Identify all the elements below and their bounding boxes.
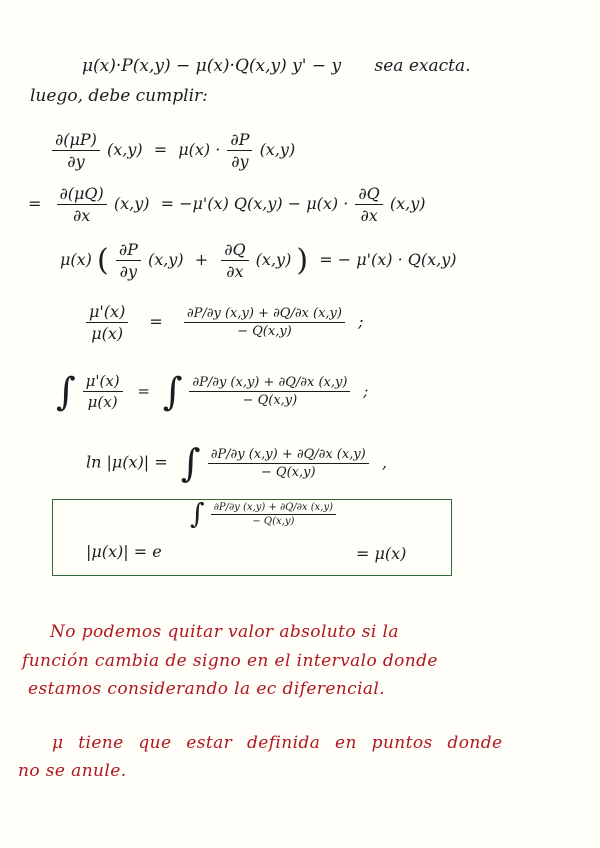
eq5-den: − Q(x,y) — [242, 393, 298, 408]
eq5-equals: = — [137, 381, 150, 400]
eq1-rhs-num: ∂P — [227, 130, 252, 151]
eq4-l-num: μ'(x) — [86, 302, 128, 323]
eq2-den: ∂x — [72, 206, 91, 225]
eq6-lhs: ln |μ(x)| = — [86, 452, 168, 472]
eq5-end: ; — [363, 381, 369, 400]
integral-sign: ∫ — [162, 369, 183, 414]
note-1-line-1: No podemos quitar valor absoluto si la — [50, 622, 399, 642]
eq3-close-paren: ) — [296, 243, 309, 278]
eq3-rhs: = − μ'(x) · Q(x,y) — [319, 250, 457, 269]
eq3-q-den: ∂x — [226, 262, 244, 281]
integral-sign: ∫ — [190, 497, 205, 530]
eq-line-1 — [82, 56, 471, 76]
eq4-num: ∂P/∂y (x,y) + ∂Q/∂x (x,y) — [184, 306, 345, 323]
note-1-line-2: función cambia de signo en el intervalo donde — [22, 651, 438, 671]
eq1-args: (x,y) — [107, 140, 143, 159]
eq2-q-args: (x,y) — [389, 194, 426, 213]
integral-sign: ∫ — [56, 369, 76, 414]
eq3-q-num: ∂Q — [221, 240, 248, 261]
eq6-num: ∂P/∂y (x,y) + ∂Q/∂x (x,y) — [208, 447, 369, 464]
eq1-rhs-args: (x,y) — [259, 140, 296, 159]
eq1-lhs-num: ∂(μP) — [52, 130, 100, 151]
eq2-num: ∂(μQ) — [57, 184, 107, 205]
eq-line-1-words: sea exacta. — [374, 56, 471, 76]
boxed-den: − Q(x,y) — [252, 515, 295, 527]
eq5-num: ∂P/∂y (x,y) + ∂Q/∂x (x,y) — [189, 375, 350, 392]
eq4-den: − Q(x,y) — [237, 324, 292, 339]
eq2-q-den: ∂x — [360, 206, 378, 225]
equation-6 — [86, 441, 387, 485]
eq3-mu: μ(x) — [60, 250, 92, 269]
note-2-line-1: μ tiene que estar definida en puntos donde — [52, 733, 503, 753]
eq3-q-args: (x,y) — [255, 250, 292, 269]
eq3-p-den: ∂y — [119, 262, 137, 281]
eq2-rest: = −μ'(x) Q(x,y) − μ(x) · — [160, 194, 349, 213]
note-1-line-3: estamos considerando la ec diferencial. — [28, 679, 386, 699]
eq4-equals: = — [149, 312, 163, 331]
eq2-args: (x,y) — [113, 194, 150, 213]
equation-5 — [56, 369, 369, 414]
eq5-l-den: μ(x) — [87, 393, 118, 411]
eq1-mu: μ(x) · — [178, 140, 221, 159]
eq3-p-num: ∂P — [116, 240, 141, 261]
eq4-end: ; — [358, 312, 364, 331]
eq5-l-num: μ'(x) — [83, 372, 123, 392]
integral-sign: ∫ — [180, 441, 201, 485]
eq6-den: − Q(x,y) — [260, 464, 316, 480]
eq3-p-args: (x,y) — [147, 250, 184, 269]
eq1-lhs-den: ∂y — [67, 152, 85, 171]
equation-1 — [50, 130, 295, 171]
intro-text: luego, debe cumplir: — [30, 86, 208, 106]
equation-4 — [84, 302, 363, 343]
boxed-rhs: = μ(x) — [356, 544, 407, 563]
eq3-open-paren: ( — [97, 243, 109, 278]
boxed-num: ∂P/∂y (x,y) + ∂Q/∂x (x,y) — [211, 502, 336, 515]
eq1-equals: = — [153, 140, 168, 159]
eq2-lead: = — [28, 194, 42, 213]
eq-line-1-math: μ(x)·P(x,y) − μ(x)·Q(x,y) y' − y — [82, 56, 342, 76]
eq3-plus: + — [194, 250, 209, 269]
eq6-end: , — [381, 452, 387, 472]
equation-2 — [28, 184, 426, 225]
note-2-line-2: no se anule. — [18, 761, 127, 781]
eq1-rhs-den: ∂y — [231, 152, 249, 171]
boxed-lhs: |μ(x)| = e — [86, 542, 162, 561]
eq4-l-den: μ(x) — [91, 324, 124, 343]
equation-3 — [60, 240, 457, 281]
boxed-exponent — [190, 497, 338, 530]
eq2-q-num: ∂Q — [355, 184, 382, 205]
